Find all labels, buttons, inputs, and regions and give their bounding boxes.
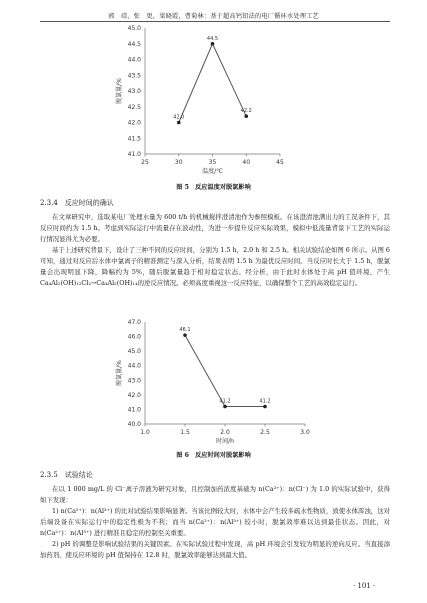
- figure5-points: [173, 36, 252, 125]
- data-label: 46.1: [179, 327, 191, 334]
- y-tick-label: 42.0: [127, 391, 141, 399]
- figure5-ticks: [128, 25, 284, 166]
- figure6-points: [179, 327, 270, 408]
- figure6-x-axis-label: 时间/h: [216, 438, 234, 445]
- y-tick-label: 43.5: [127, 72, 141, 80]
- y-tick-label: 44.0: [127, 362, 141, 370]
- x-tick-label: 1.0: [140, 429, 150, 436]
- y-tick-label: 42.0: [127, 119, 141, 127]
- figure6-axes: [145, 322, 305, 424]
- data-point: [223, 405, 227, 409]
- y-tick-label: 41.0: [127, 406, 141, 414]
- y-tick-label: 41.5: [127, 135, 141, 143]
- data-point: [183, 333, 187, 337]
- y-tick-label: 47.0: [127, 319, 141, 326]
- x-tick-label: 2.5: [260, 429, 270, 436]
- data-point: [263, 405, 267, 409]
- figure6-chart: [0, 314, 427, 452]
- figure5-chart: [0, 22, 427, 182]
- figure5-caption: 图 5 反应温度对脱氯影响: [176, 184, 251, 191]
- x-tick-label: 3.0: [300, 429, 310, 436]
- x-tick-label: 40: [242, 159, 251, 166]
- y-tick-label: 44.0: [127, 56, 141, 64]
- x-tick-label: 25: [141, 159, 149, 166]
- x-tick-label: 30: [174, 159, 183, 166]
- x-tick-label: 35: [208, 159, 217, 166]
- y-tick-label: 40.0: [127, 421, 141, 428]
- y-tick-label: 42.5: [127, 103, 141, 111]
- figure5-axes: [145, 28, 280, 154]
- y-tick-label: 43.0: [127, 88, 141, 95]
- y-tick-label: 45.0: [127, 348, 141, 356]
- paragraph: 在文章研究中，选取某电厂处理水量为 600 t/h 的机械搅拌澄清池作为参照模板。在该澄清池满出力的工况条件下，其反应时间约为 1.5 h。考虑到实际运行中流量存在波动性，为进一步提升反应实际效果，模拟中低流量背景下工艺的实际运行情况显得尤为必要。: [40, 213, 390, 243]
- section-2-3-4-title: 2.3.4 反应时间的确认: [40, 199, 114, 207]
- section-2-3-5-title: 2.3.5 试验结论: [40, 471, 93, 479]
- section-2-3-5-body: [40, 484, 390, 561]
- data-label: 41.2: [259, 398, 271, 405]
- figure5-x-axis-label: 温度/℃: [202, 168, 223, 175]
- figure6-ticks: [128, 319, 310, 436]
- data-label: 41.2: [219, 398, 231, 405]
- section-2-3-4-body: [40, 212, 390, 289]
- y-tick-label: 44.5: [127, 40, 141, 48]
- x-tick-label: 45: [276, 159, 284, 166]
- figure5-y-axis-label: 脱氯量/%: [116, 78, 123, 104]
- running-header: 郭 靖，张 更，梁晓霞，曹菊林：基于超高钙铝法的电厂循环水处理工艺: [108, 13, 319, 20]
- y-tick-label: 45.0: [127, 25, 141, 32]
- data-point: [211, 42, 215, 46]
- figure6-y-axis-label: 脱氯量/%: [116, 360, 123, 386]
- figure6-caption: 图 6 反应时间对脱氯影响: [176, 452, 251, 459]
- y-tick-label: 41.0: [127, 151, 141, 158]
- data-point: [244, 114, 248, 118]
- data-label: 42.2: [240, 108, 252, 115]
- x-tick-label: 1.5: [180, 429, 190, 436]
- data-label: 42.0: [173, 114, 185, 121]
- paragraph: 在以 1 000 mg/L 的 Cl⁻离子溶液为研究对象，且控制加药浓度基础为 n(Ca²⁺)：n(Cl⁻) 为 1.0 的实际试验中，获得如下发现：: [40, 485, 390, 504]
- data-point: [177, 121, 181, 125]
- figure5-series-line: [179, 44, 247, 123]
- page-number: · 101 ·: [353, 582, 376, 590]
- figure6-series-line: [185, 335, 265, 406]
- data-label: 44.5: [206, 35, 219, 42]
- paragraph: 基于上述研究背景下，设计了三种不同的反应时间，分别为 1.5 h，2.0 h 和 2.5 h。相关试验结论如图 6 所示。从图 6 可知，通过对反应后水体中氯离子的精准测定与深入分析，结果表明 1.5 h 为最优反应时间。当反应时长大于 1.5 h，脱氯量会出现明显下降，降幅约为 5%，随后脱氯量趋于相对稳定状态。经分析，由于此时水体处于高 pH 值环境，产生 Ca₄Al₂(OH)₁₂Cl₂→Ca₄Al₂(OH)₁₄的逆反应情况。必须高度重视这一反应特征，以确保整个工艺的高效稳定运行。: [40, 246, 390, 287]
- x-tick-label: 2.0: [220, 429, 230, 436]
- paragraph: 1) n(Ca²⁺)：n(Al³⁺) 的比对试验结果影响显著。当该比例较大时，水体中会产生较多疏水性物质，致使水体浑浊，这对后端设备在实际运行中的稳定性极为不利；而当 n(Ca²⁺)：n(Al³⁺) 较小时，脱氯效率难以达到最佳状态。因此，对 n(Ca²⁺)：n(Al³⁺) 进行精准且稳定的控制至关重要。: [40, 507, 390, 537]
- y-tick-label: 43.0: [127, 377, 141, 385]
- y-tick-label: 46.0: [127, 333, 141, 341]
- paragraph: 2) pH 的调整是影响试验结果的关键因素。在实际试验过程中发现，高 pH 环境会引发较为明显的逆向反应。当直接添加药剂，使反应环境的 pH 值保持在 12.8 时，脱氯效率能够达到最大值。: [40, 540, 390, 559]
